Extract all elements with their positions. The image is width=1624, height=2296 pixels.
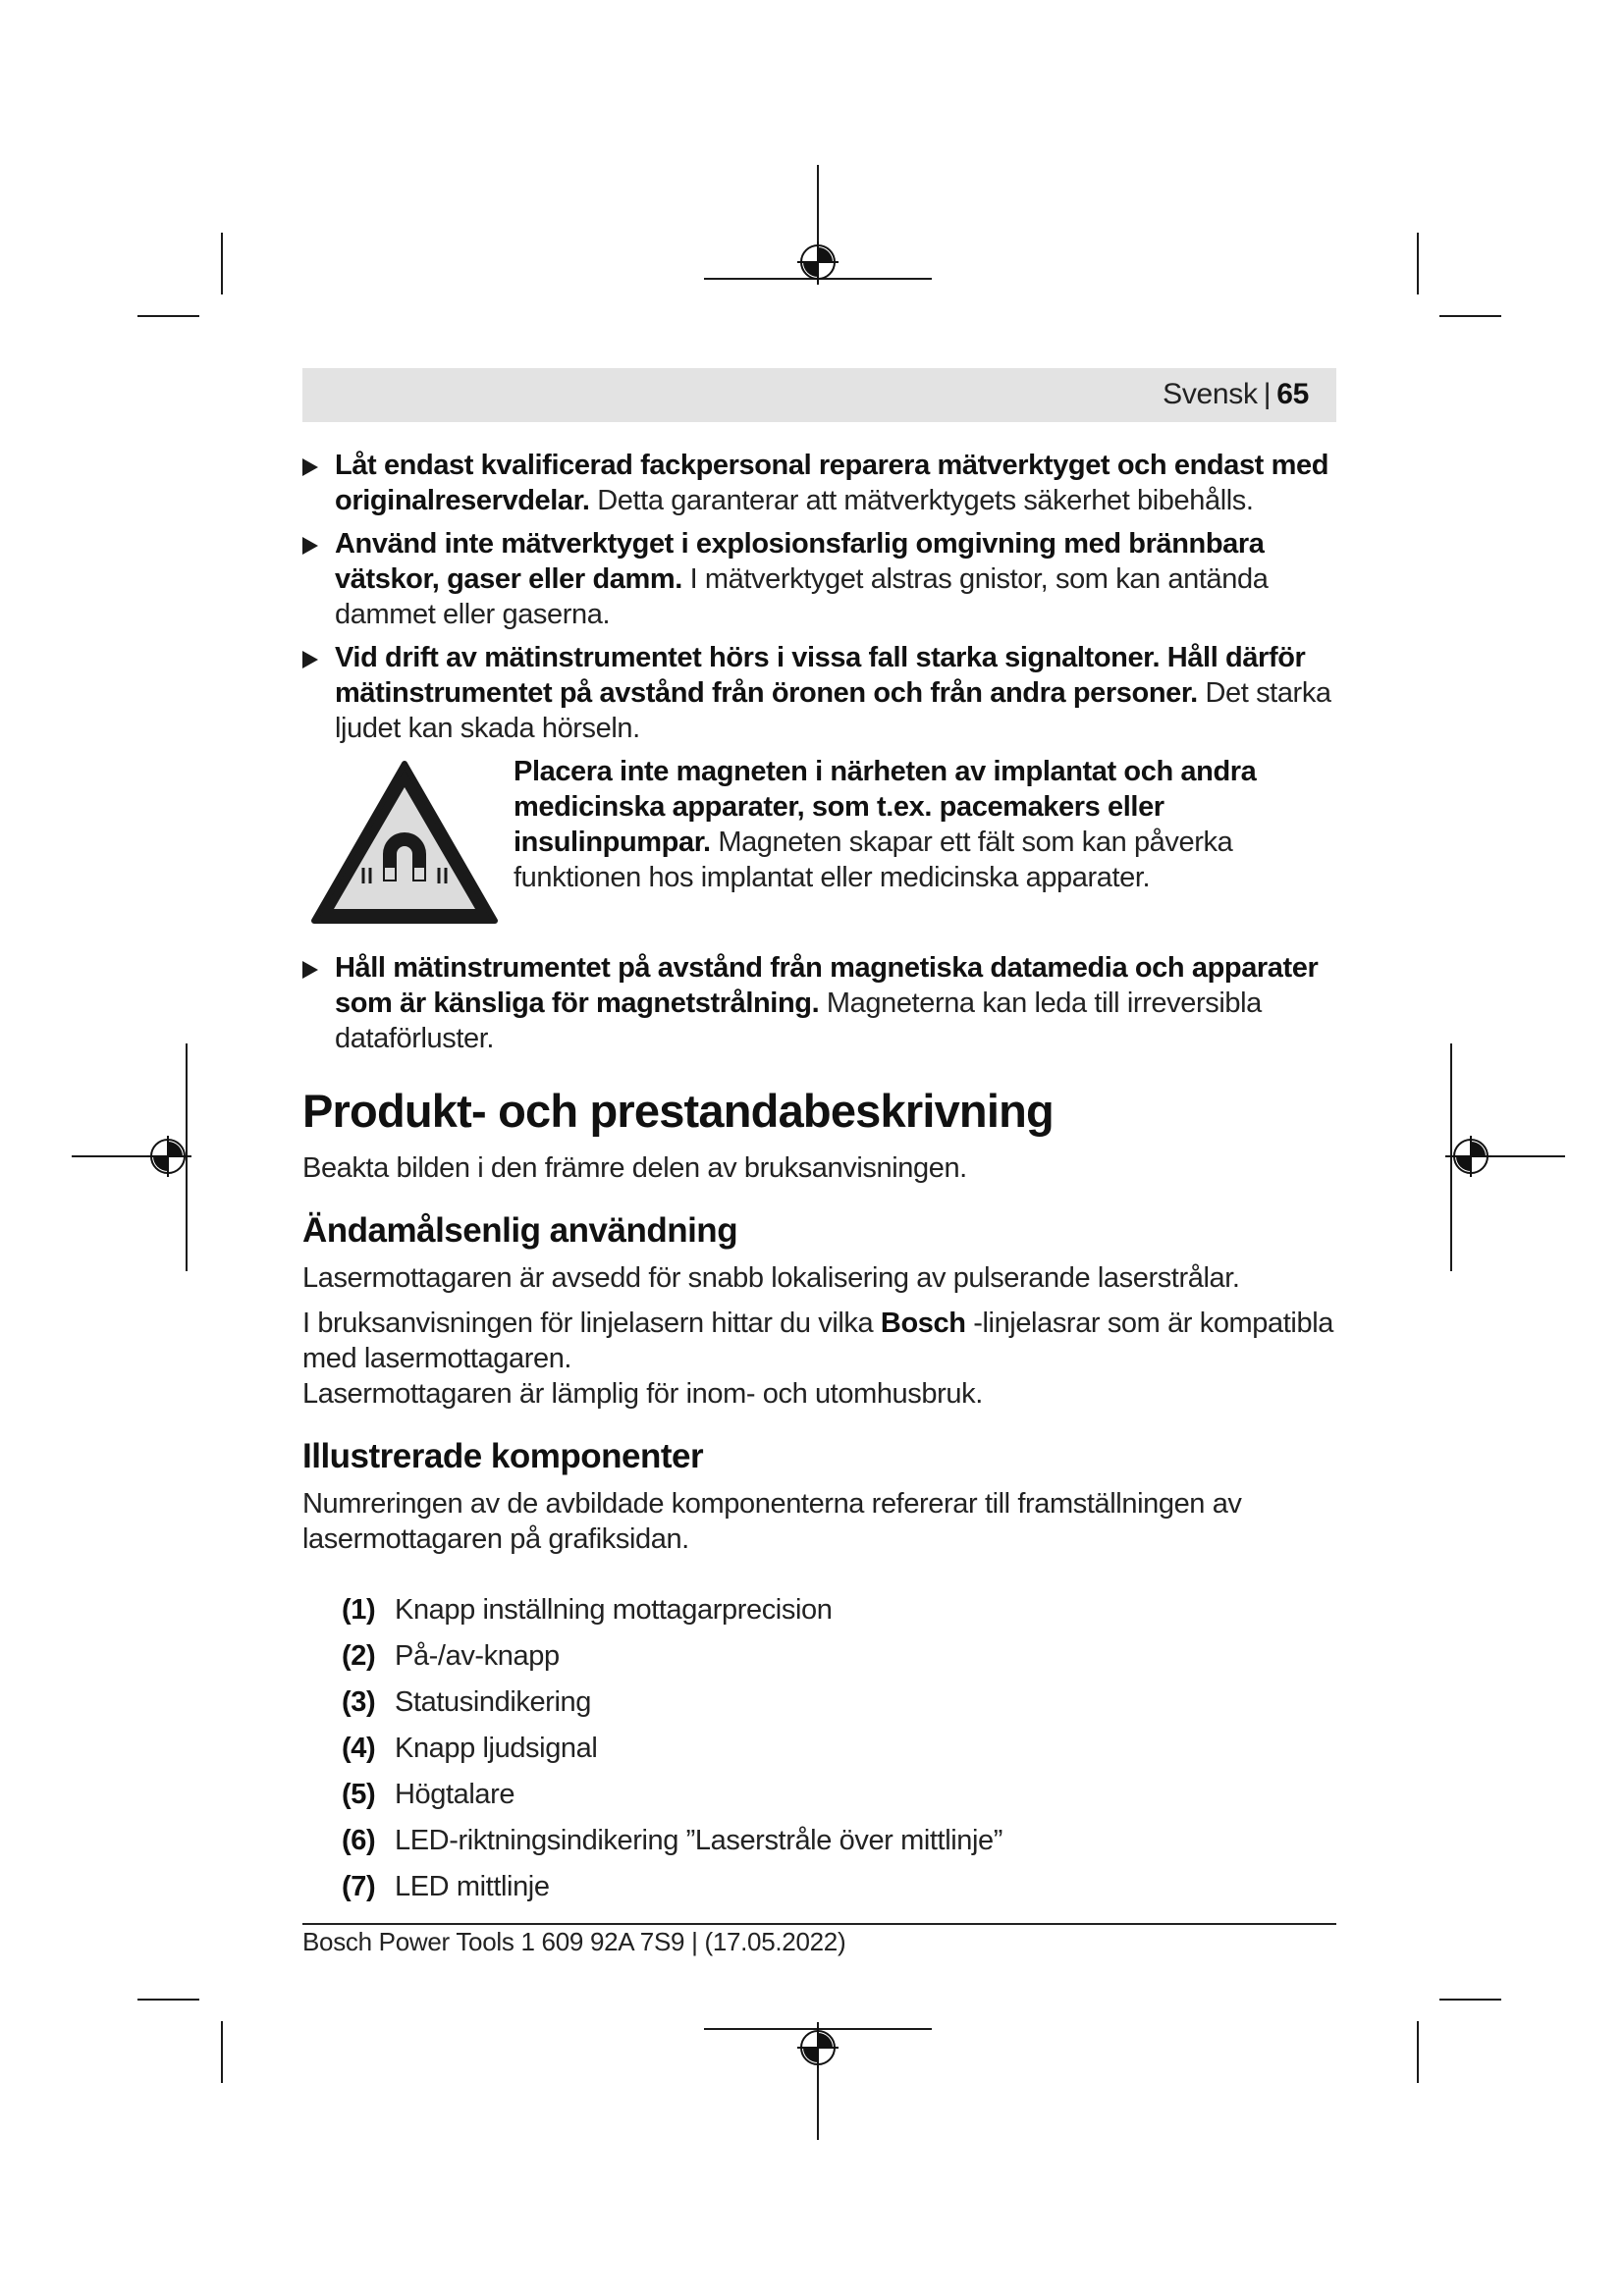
magnet-warning-triangle-icon bbox=[308, 758, 501, 927]
component-label: LED-riktningsindikering ”Laserstråle över mittlinje” bbox=[395, 1825, 1003, 1856]
safety-bullet bbox=[302, 526, 1336, 632]
magnet-warning-text bbox=[514, 754, 1336, 895]
bullet-body-text: Detta garanterar att mätverktygets säkerhet bibehålls. bbox=[589, 485, 1254, 516]
components-intro: Numreringen av de avbildade komponenterna refererar till framställningen av lasermottagaren på grafiksidan. bbox=[302, 1488, 1242, 1555]
component-label: Knapp inställning mottagarprecision bbox=[395, 1594, 833, 1626]
crop-mark bbox=[137, 315, 199, 317]
section-title-components: Illustrerade komponenter bbox=[302, 1437, 704, 1475]
bullet-text bbox=[335, 526, 1336, 632]
paragraph-text: -linjelasrar som är kompatibla med lasermottagaren. bbox=[302, 1308, 1333, 1374]
section-title-product: Produkt- och prestandabeskrivning bbox=[302, 1085, 1054, 1137]
component-label: Högtalare bbox=[395, 1779, 515, 1810]
bullet-bold-text: Vid drift av mätinstrumentet hörs i vissa fall starka signaltoner. Håll därför mätinstrumentet på avstånd från öronen och från andra personer. bbox=[335, 642, 1306, 709]
crop-mark bbox=[1439, 315, 1501, 317]
bullet-bold-text: Håll mätinstrumentet på avstånd från magnetiska datamedia och apparater som är känsliga för magnetstrålning. bbox=[335, 952, 1319, 1019]
component-label: LED mittlinje bbox=[395, 1871, 550, 1902]
intended-use-paragraph: Lasermottagaren är lämplig för inom- och utomhusbruk. bbox=[302, 1378, 983, 1410]
list-item bbox=[342, 1638, 1336, 1684]
triangle-bullet-icon bbox=[302, 651, 318, 668]
bullet-bold-text: Låt endast kvalificerad fackpersonal reparera mätverktyget och endast med originalreservdelar. bbox=[335, 450, 1329, 516]
bullet-body-text: Magneterna kan leda till irreversibla dataförluster. bbox=[335, 988, 1262, 1054]
page-content bbox=[302, 448, 1336, 1915]
bullet-text bbox=[335, 448, 1336, 518]
crop-mark bbox=[221, 233, 223, 294]
brand-name: Bosch bbox=[880, 1308, 966, 1339]
list-item bbox=[342, 1592, 1336, 1638]
registration-mark-icon bbox=[147, 1136, 189, 1177]
list-item bbox=[342, 1731, 1336, 1777]
component-label: Statusindikering bbox=[395, 1686, 591, 1718]
component-list bbox=[302, 1592, 1336, 1915]
component-number: (2) bbox=[342, 1640, 376, 1672]
safety-bullet bbox=[302, 950, 1336, 1056]
bullet-text bbox=[335, 950, 1336, 1056]
paragraph-text: I bruksanvisningen för linjelasern hittar du vilka bbox=[302, 1308, 881, 1339]
component-number: (7) bbox=[342, 1871, 376, 1902]
safety-bullet bbox=[302, 640, 1336, 746]
bullet-body-text: I mätverktyget alstras gnistor, som kan antända dammet eller gaserna. bbox=[335, 563, 1269, 630]
header-separator: | bbox=[1263, 378, 1272, 410]
component-number: (3) bbox=[342, 1686, 376, 1718]
intended-use-paragraph bbox=[302, 1306, 1336, 1376]
list-item bbox=[342, 1823, 1336, 1869]
warning-bold-text: Placera inte magneten i närheten av implantat och andra medicinska apparater, som t.ex. pacemakers eller insulinpumpar. bbox=[514, 756, 1257, 858]
crop-mark bbox=[1439, 1999, 1501, 2001]
page-number: 65 bbox=[1276, 378, 1309, 410]
page-header bbox=[302, 368, 1336, 422]
list-item bbox=[342, 1777, 1336, 1823]
page-footer: Bosch Power Tools 1 609 92A 7S9 | (17.05.2022) bbox=[302, 1927, 846, 1956]
crop-mark bbox=[221, 2021, 223, 2083]
list-item bbox=[342, 1684, 1336, 1731]
header-language: Svensk bbox=[1163, 378, 1258, 410]
warning-body-text: Magneten skapar ett fält som kan påverka funktionen hos implantat eller medicinska apparater. bbox=[514, 827, 1233, 893]
bullet-body-text: Det starka ljudet kan skada hörseln. bbox=[335, 677, 1331, 744]
triangle-bullet-icon bbox=[302, 458, 318, 476]
component-label: På-/av-knapp bbox=[395, 1640, 560, 1672]
safety-bullet bbox=[302, 448, 1336, 518]
bullet-text bbox=[335, 640, 1336, 746]
component-number: (6) bbox=[342, 1825, 376, 1856]
intended-use-paragraph: Lasermottagaren är avsedd för snabb lokalisering av pulserande laserstrålar. bbox=[302, 1262, 1240, 1294]
crop-mark bbox=[1417, 233, 1419, 294]
crop-mark bbox=[1417, 2021, 1419, 2083]
section-title-intended-use: Ändamålsenlig användning bbox=[302, 1211, 738, 1250]
magnet-warning-block bbox=[302, 754, 1336, 933]
list-item bbox=[342, 1869, 1336, 1915]
registration-mark-icon bbox=[797, 241, 839, 283]
bullet-bold-text: Använd inte mätverktyget i explosionsfarlig omgivning med brännbara vätskor, gaser eller damm. bbox=[335, 528, 1265, 595]
footer-divider bbox=[302, 1923, 1336, 1925]
triangle-bullet-icon bbox=[302, 961, 318, 979]
registration-mark-icon bbox=[797, 2027, 839, 2068]
component-number: (5) bbox=[342, 1779, 376, 1810]
registration-mark-icon bbox=[1450, 1136, 1491, 1177]
component-label: Knapp ljudsignal bbox=[395, 1733, 598, 1764]
component-number: (4) bbox=[342, 1733, 376, 1764]
triangle-bullet-icon bbox=[302, 537, 318, 555]
component-number: (1) bbox=[342, 1594, 376, 1626]
product-intro: Beakta bilden i den främre delen av bruksanvisningen. bbox=[302, 1152, 967, 1184]
crop-mark bbox=[137, 1999, 199, 2001]
header-label bbox=[1163, 378, 1309, 411]
